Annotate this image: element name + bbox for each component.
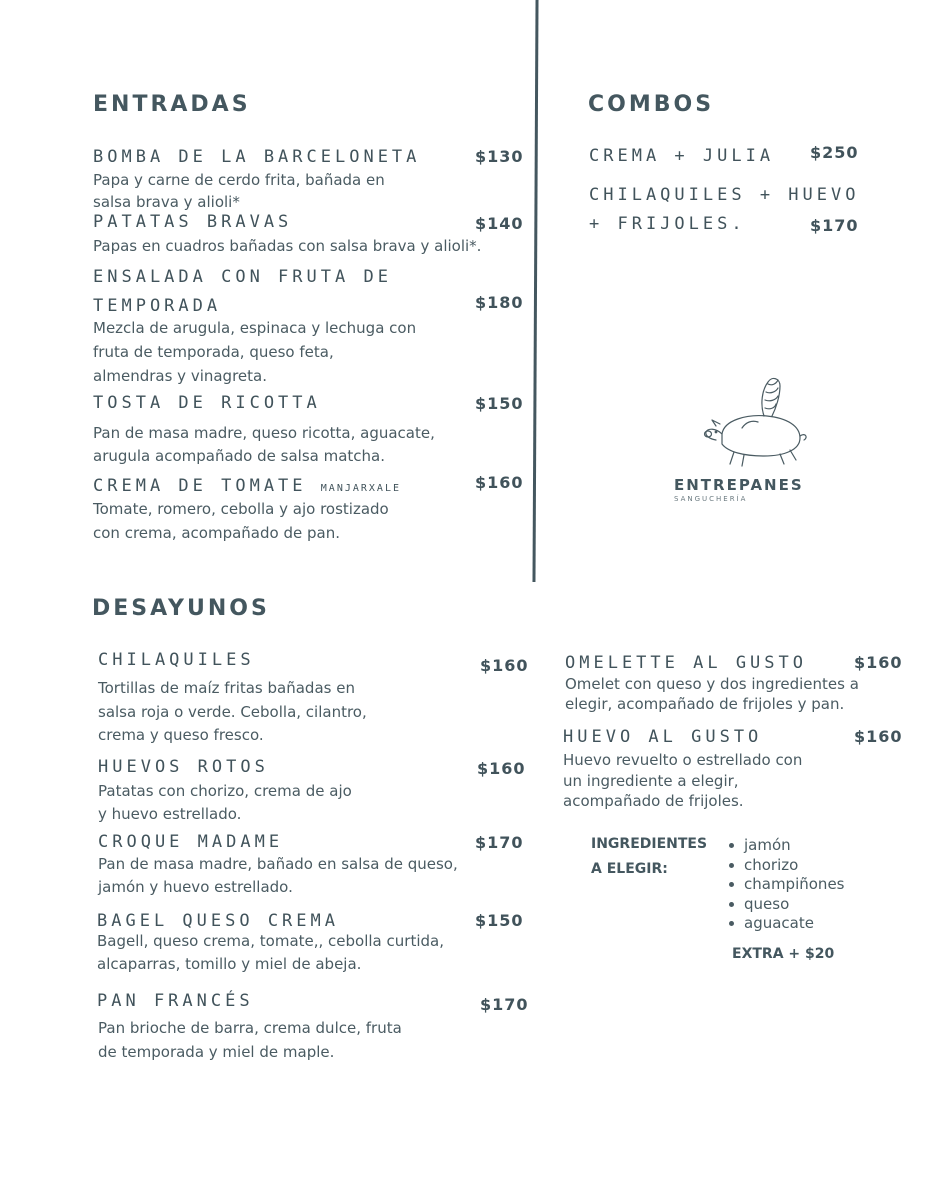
combos-title: COMBOS: [588, 92, 715, 117]
menu-item-description: Pan de masa madre, bañado en salsa de queso, jamón y huevo estrellado.: [98, 855, 458, 896]
column-divider: [532, 0, 538, 582]
menu-item-name: BAGEL QUESO CREMA: [97, 911, 339, 931]
combo-price: $170: [810, 216, 859, 235]
menu-item-name: TOSTA DE RICOTTA: [93, 393, 321, 413]
menu-item-name: PATATAS BRAVAS: [93, 212, 293, 232]
menu-item-description: Tomate, romero, cebolla y ajo rostizado con crema, acompañado de pan.: [93, 500, 389, 542]
menu-item-price: $170: [475, 833, 524, 852]
menu-item-name: BOMBA DE LA BARCELONETA: [93, 147, 421, 167]
menu-item-name: OMELETTE AL GUSTO: [565, 653, 807, 673]
menu-item-description: Tortillas de maíz fritas bañadas en salsa roja o verde. Cebolla, cilantro, crema y queso fresco.: [98, 679, 367, 744]
desayunos-title: DESAYUNOS: [92, 596, 270, 621]
menu-item-description: Bagell, queso crema, tomate,, cebolla curtida, alcaparras, tomillo y miel de abeja.: [97, 932, 444, 973]
menu-item-price: $160: [854, 653, 903, 672]
combo-price: $250: [810, 143, 859, 162]
pig-logo-icon: [672, 372, 847, 472]
menu-item-price: $160: [477, 759, 526, 778]
menu-item-description: Omelet con queso y dos ingredientes a elegir, acompañado de frijoles y pan.: [565, 675, 859, 713]
menu-item-price: $150: [475, 394, 524, 413]
logo-name: ENTREPANES: [674, 476, 804, 494]
menu-item-price: $170: [480, 995, 529, 1014]
entradas-title: ENTRADAS: [93, 92, 251, 117]
ingredient-item: aguacate: [729, 914, 844, 934]
ingredients-list: [729, 836, 844, 934]
ingredients-extra: EXTRA + $20: [732, 946, 835, 962]
ingredients-label: INGREDIENTES A ELEGIR:: [591, 836, 708, 877]
ingredient-item: queso: [729, 895, 844, 915]
combo-name: CREMA + JULIA: [589, 146, 775, 166]
entrepanes-logo: [672, 372, 847, 507]
menu-item-description: Pan brioche de barra, crema dulce, fruta de temporada y miel de maple.: [98, 1019, 402, 1061]
menu-item-name: HUEVO AL GUSTO: [563, 727, 763, 747]
menu-item-description: Papa y carne de cerdo frita, bañada en salsa brava y alioli*: [93, 171, 385, 211]
menu-item-name: CREMA DE TOMATE MANJARXALE: [93, 476, 401, 496]
menu-item-price: $160: [480, 656, 529, 675]
menu-item-price: $180: [475, 293, 524, 312]
menu-item-name-suffix: MANJARXALE: [320, 483, 401, 494]
ingredient-item: jamón: [729, 836, 844, 856]
menu-item-name: HUEVOS ROTOS: [98, 757, 269, 777]
menu-item-name: CHILAQUILES: [98, 650, 255, 670]
menu-item-description: Mezcla de arugula, espinaca y lechuga con fruta de temporada, queso feta, almendras y vinagreta.: [93, 319, 417, 385]
menu-item-description: Huevo revuelto o estrellado con un ingrediente a elegir, acompañado de frijoles.: [563, 751, 803, 810]
ingredient-item: chorizo: [729, 856, 844, 876]
logo-subtitle: SANGUCHERÍA: [674, 495, 748, 503]
menu-item-price: $160: [475, 473, 524, 492]
menu-item-price: $160: [854, 727, 903, 746]
menu-item-description: Patatas con chorizo, crema de ajo y huevo estrellado.: [98, 782, 352, 823]
menu-item-name: PAN FRANCÉS: [97, 991, 254, 1011]
menu-item-description: Papas en cuadros bañadas con salsa brava y alioli*.: [93, 237, 482, 255]
ingredient-item: champiñones: [729, 875, 844, 895]
menu-item-description: Pan de masa madre, queso ricotta, aguacate, arugula acompañado de salsa matcha.: [93, 424, 435, 465]
menu-item-price: $140: [475, 214, 524, 233]
combo-name: CHILAQUILES + HUEVO + FRIJOLES.: [589, 185, 860, 234]
menu-item-price: $150: [475, 911, 524, 930]
menu-item-price: $130: [475, 147, 524, 166]
menu-item-name: ENSALADA CON FRUTA DE TEMPORADA: [93, 267, 392, 316]
menu-item-name: CROQUE MADAME: [98, 832, 284, 852]
